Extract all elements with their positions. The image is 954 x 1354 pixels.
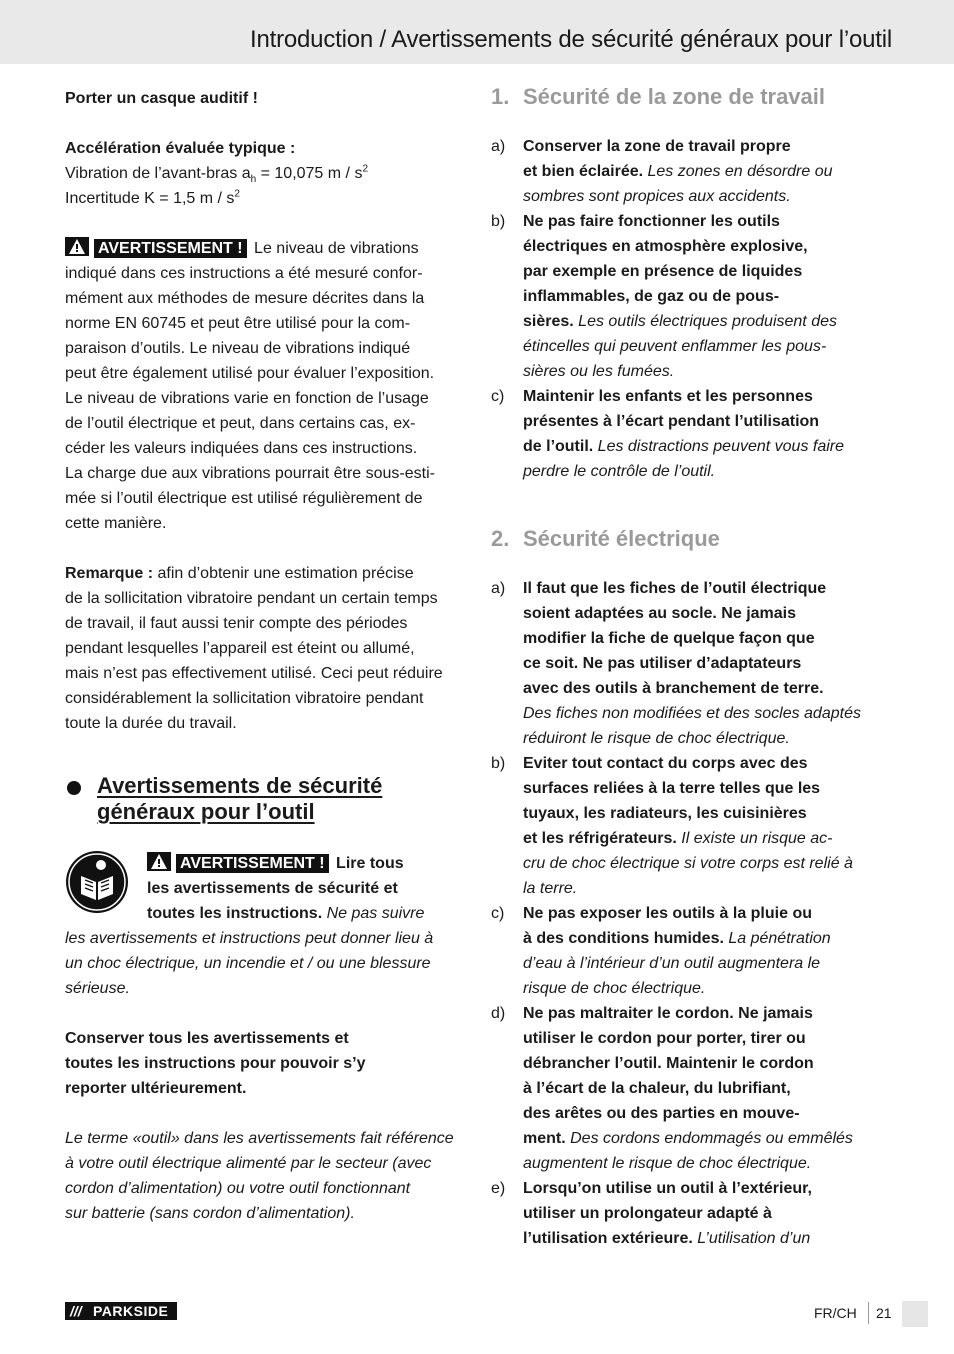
list-item-line: présentes à l’écart pendant l’utilisation [523, 413, 820, 430]
read-manual-warning: AVERTISSEMENT ! Lire tous les avertissements de sécurité et toutes les instructions. Ne pas suivre les avertissements et instructions peut donner lieu à un choc électrique, un incendie et / ou une blessure sérieuse. [65, 851, 465, 1001]
warning-text-line: La charge due aux vibrations pourrait être sous-esti- [65, 465, 435, 482]
remark-text-line: considérablement la sollicitation vibratoire pendant [65, 690, 424, 707]
parkside-logo: /// PARKSIDE [65, 1302, 177, 1320]
list-item [491, 134, 891, 209]
list-item-line: surfaces reliées à la terre telles que les [523, 780, 821, 797]
list-item-line: Il faut que les fiches de l’outil électrique [523, 580, 827, 597]
warning-text-line: sérieuse. [65, 980, 130, 997]
page-number: 21 [876, 1305, 892, 1321]
list-item-line: électriques en atmosphère explosive, [523, 238, 808, 255]
bullet-icon [67, 781, 81, 795]
list-item-line: sières. Les outils électriques produisent des [523, 313, 837, 330]
list-item-line: modifier la fiche de quelque façon que [523, 630, 815, 647]
list-item-line: par exemple en présence de liquides [523, 263, 803, 280]
remark-text-line: toute la durée du travail. [65, 715, 237, 732]
read-manual-icon [65, 850, 129, 914]
list-item-line: perdre le contrôle de l’outil. [523, 463, 716, 480]
warning-label: AVERTISSEMENT ! [176, 854, 329, 873]
list-item-line: ment. Des cordons endommagés ou emmêlés [523, 1130, 853, 1147]
list-item-line: de l’outil. Les distractions peuvent vous faire [523, 438, 845, 455]
list-item-label: d) [491, 1005, 506, 1022]
warning-text-line: paraison d’outils. Le niveau de vibrations indiqué [65, 340, 411, 357]
keep-text-line: Conserver tous les avertissements et [65, 1030, 349, 1047]
remark: Remarque : afin d’obtenir une estimation précise de la sollicitation vibratoire pendant un certain temps de travail, il faut aussi tenir compte des périodes pendant lesquelles l’appareil est éteint ou allumé, mais n’est pas effectivement utilisé. Ceci peut réduire considérablement la sollicitation vibratoire pendant toute la durée du travail. [65, 561, 465, 736]
term-definition [65, 1126, 465, 1226]
list-item-line: l’utilisation extérieure. L’utilisation d’un [523, 1230, 811, 1247]
list-item [491, 576, 891, 751]
list-item-line: Des fiches non modifiées et des socles adaptés [523, 705, 861, 722]
section-heading-general-safety: Avertissements de sécurité généraux pour l’outil [65, 773, 465, 825]
list-item-line: utiliser un prolongateur adapté à [523, 1205, 772, 1222]
list-item-label: a) [491, 580, 506, 597]
footer-divider [868, 1302, 869, 1324]
remark-label: Remarque : [65, 565, 154, 582]
list-item-line: Maintenir les enfants et les personnes [523, 388, 813, 405]
section-2-list [491, 576, 891, 1251]
list-item-line: tuyaux, les radiateurs, les cuisinières [523, 805, 807, 822]
keep-instructions-note [65, 1026, 465, 1101]
warning-text-line: Le niveau de vibrations varie en fonction de l’usage [65, 390, 429, 407]
section-1-list [491, 134, 891, 484]
list-item-line: la terre. [523, 880, 578, 897]
remark-text-line: de la sollicitation vibratoire pendant un certain temps [65, 590, 438, 607]
list-item-line: et bien éclairée. Les zones en désordre ou [523, 163, 833, 180]
warning-label: AVERTISSEMENT ! [94, 239, 247, 258]
warning-text-line: mée si l’outil électrique est utilisé régulièrement de [65, 490, 423, 507]
list-item-line: Conserver la zone de travail propre [523, 138, 791, 155]
list-item-label: b) [491, 755, 506, 772]
list-item-line: d’eau à l’intérieur d’un outil augmentera le [523, 955, 821, 972]
keep-text-line: reporter ultérieurement. [65, 1080, 247, 1097]
list-item-line: soient adaptées au socle. Ne jamais [523, 605, 797, 622]
section-1-heading: 1. Sécurité de la zone de travail [491, 84, 826, 109]
header-bar [0, 0, 954, 64]
list-item-line: à des conditions humides. La pénétration [523, 930, 831, 947]
warning-text-line: mément aux méthodes de mesure décrites dans la [65, 290, 425, 307]
left-column [65, 86, 465, 1226]
list-item-line: inflammables, de gaz ou de pous- [523, 288, 780, 305]
list-item-line: risque de choc électrique. [523, 980, 706, 997]
list-item-line: sombres sont propices aux accidents. [523, 188, 791, 205]
warning-text-line: indiqué dans ces instructions a été mesuré confor- [65, 265, 423, 282]
list-item-line: et les réfrigérateurs. Il existe un risque ac- [523, 830, 833, 847]
right-column [491, 82, 891, 1251]
list-item-line: Eviter tout contact du corps avec des [523, 755, 808, 772]
list-item [491, 901, 891, 1001]
list-item-label: c) [491, 388, 505, 405]
warning-text-line: peut être également utilisé pour évaluer l’exposition. [65, 365, 435, 382]
list-item-line: utiliser le cordon pour porter, tirer ou [523, 1030, 806, 1047]
list-item [491, 1001, 891, 1176]
section-2-heading: 2. Sécurité électrique [491, 526, 720, 551]
list-item-line: Ne pas maltraiter le cordon. Ne jamais [523, 1005, 813, 1022]
list-item-label: b) [491, 213, 506, 230]
list-item [491, 1176, 891, 1251]
term-text-line: Le terme «outil» dans les avertissements fait référence [65, 1130, 454, 1147]
warning-triangle-icon [65, 237, 89, 256]
footer-tab [902, 1301, 928, 1327]
term-text-line: à votre outil électrique alimenté par le secteur (avec [65, 1155, 432, 1172]
list-item-line: à l’écart de la chaleur, du lubrifiant, [523, 1080, 791, 1097]
list-item-label: c) [491, 905, 505, 922]
remark-text-line: pendant lesquelles l’appareil est éteint ou allumé, [65, 640, 415, 657]
list-item [491, 384, 891, 484]
warning-text-line: céder les valeurs indiquées dans ces instructions. [65, 440, 418, 457]
list-item-line: augmentent le risque de choc électrique. [523, 1155, 812, 1172]
list-item-line: cru de choc électrique si votre corps est relié à [523, 855, 853, 872]
list-item-line: débrancher l’outil. Maintenir le cordon [523, 1055, 814, 1072]
remark-text-line: mais n’est pas effectivement utilisé. Ceci peut réduire [65, 665, 443, 682]
list-item-line: Lorsqu’on utilise un outil à l’extérieur, [523, 1180, 812, 1197]
list-item-label: e) [491, 1180, 506, 1197]
warning-text-line: un choc électrique, un incendie et / ou une blessure [65, 955, 431, 972]
warning-text-line: les avertissements et instructions peut donner lieu à [65, 930, 434, 947]
warning-text-line: de l’outil électrique et peut, dans certains cas, ex- [65, 415, 416, 432]
term-text-line: cordon d’alimentation) ou votre outil fonctionnant [65, 1180, 411, 1197]
term-text-line: sur batterie (sans cordon d’alimentation). [65, 1205, 355, 1222]
list-item-line: ce soit. Ne pas utiliser d’adaptateurs [523, 655, 802, 672]
list-item [491, 751, 891, 901]
warning-text-line: cette manière. [65, 515, 167, 532]
hearing-protection-note: Porter un casque auditif ! [65, 90, 258, 107]
acceleration-title: Accélération évaluée typique : [65, 140, 296, 157]
list-item-line: réduiront le risque de choc électrique. [523, 730, 790, 747]
list-item-label: a) [491, 138, 506, 155]
list-item-line: avec des outils à branchement de terre. [523, 680, 824, 697]
language-code: FR/CH [814, 1305, 857, 1321]
warning-triangle-icon [147, 852, 171, 871]
list-item-line: étincelles qui peuvent enflammer les pous- [523, 338, 827, 355]
warning-text-line: norme EN 60745 et peut être utilisé pour la com- [65, 315, 411, 332]
uncertainty-value: Incertitude K = 1,5 m / $s^2$ [65, 188, 240, 207]
list-item-line: Ne pas faire fonctionner les outils [523, 213, 780, 230]
keep-text-line: toutes les instructions pour pouvoir s’y [65, 1055, 366, 1072]
list-item-line: sières ou les fumées. [523, 363, 675, 380]
list-item [491, 209, 891, 384]
list-item-line: des arêtes ou des parties en mouve- [523, 1105, 800, 1122]
list-item-line: Ne pas exposer les outils à la pluie ou [523, 905, 812, 922]
page-title: Introduction / Avertissements de sécurité généraux pour l’outil [250, 26, 892, 53]
remark-text-line: de travail, il faut aussi tenir compte des périodes [65, 615, 408, 632]
vibration-warning: AVERTISSEMENT ! Le niveau de vibrations indiqué dans ces instructions a été mesuré confor- mément aux méthodes de mesure décrites dans la norme EN 60745 et peut être utilisé pour la com- paraison d’outils. Le niveau de vibrations indiqué peut être également utilisé pour évaluer l’exposition. Le niveau de vibrations varie en fonction de l’usage de l’outil électrique et peut, dans certains cas, ex- céder les valeurs indiquées dans ces instructions. La charge due aux vibrations pourrait être sous-esti- mée si l’outil électrique est utilisé régulièrement de cette manière. [65, 236, 465, 536]
vibration-value: Vibration de l’avant-bras $a_h = 10,075$ m / $s^2$ [65, 163, 368, 186]
